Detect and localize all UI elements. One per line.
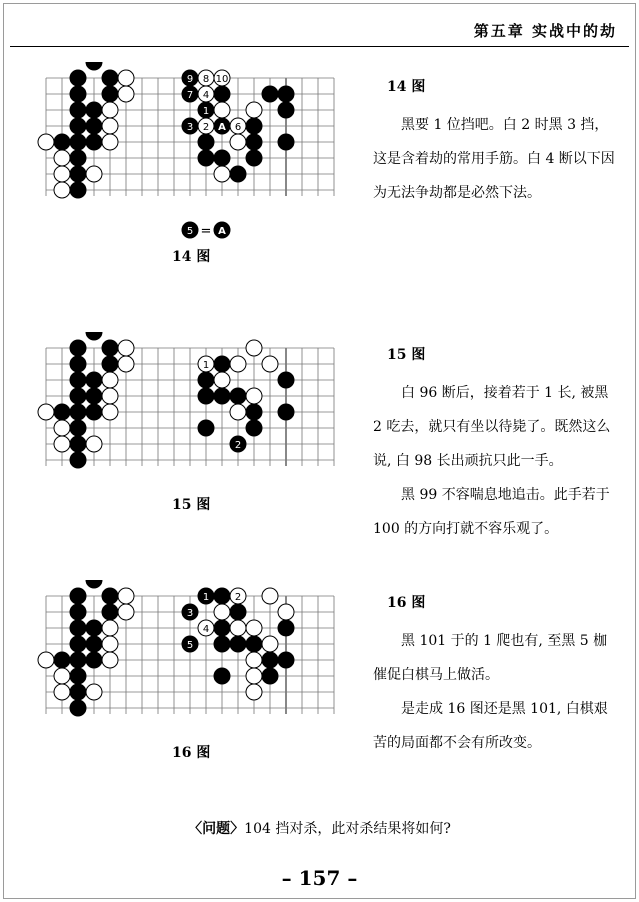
go-stone [214, 636, 230, 652]
svg-text:2: 2 [202, 122, 210, 133]
go-stone [262, 86, 278, 102]
go-stone [182, 118, 198, 134]
go-stone [102, 604, 118, 620]
go-stone [214, 222, 230, 238]
go-stone [86, 436, 102, 452]
go-stone [86, 388, 102, 404]
figure-paragraph: 黑要 1 位挡吧。白 2 时黑 3 挡，这是含着劫的常用手筋。白 4 断以下因为无法争劫都是必然下法。 [373, 117, 615, 201]
go-stone [70, 452, 86, 468]
go-stone [278, 102, 294, 118]
svg-text:1: 1 [202, 106, 210, 117]
go-stone [70, 620, 86, 636]
go-stone [54, 404, 70, 420]
go-stone [70, 636, 86, 652]
go-stone [70, 356, 86, 372]
go-stone [86, 62, 102, 70]
page-number: – 157 – [281, 866, 358, 890]
go-stone [246, 620, 262, 636]
svg-text:A: A [218, 122, 226, 133]
go-stone [102, 404, 118, 420]
go-stone [70, 420, 86, 436]
go-stone [54, 182, 70, 198]
go-stone [102, 620, 118, 636]
svg-text:4: 4 [202, 624, 210, 635]
chapter-header: 第五章 实战中的劫 [473, 22, 617, 40]
go-stone [214, 150, 230, 166]
go-stone [214, 372, 230, 388]
svg-text:1: 1 [202, 360, 210, 371]
go-stone [70, 102, 86, 118]
go-stone [54, 436, 70, 452]
go-stone [86, 332, 102, 340]
go-stone [214, 588, 230, 604]
svg-text:6: 6 [234, 122, 242, 133]
go-stone [70, 652, 86, 668]
go-stone [214, 70, 230, 86]
figure-text-16 [373, 586, 618, 760]
go-stone [54, 684, 70, 700]
go-stone [246, 388, 262, 404]
figure-paragraph: 白 96 断后，接着若于 1 长, 被黑 2 吃去，就只有坐以待毙了。既然这么说, 白 98 长出顽抗只此一手。 [373, 385, 611, 469]
go-stone [70, 388, 86, 404]
go-stone [54, 166, 70, 182]
go-stone [118, 86, 134, 102]
go-diagram-16 [30, 580, 350, 730]
go-stone [246, 150, 262, 166]
figure-caption-14: 14 图 [172, 249, 211, 265]
go-stone [70, 118, 86, 134]
go-stone [102, 372, 118, 388]
go-stone [102, 340, 118, 356]
go-stone [214, 604, 230, 620]
figure-title-15: 15 图 [387, 347, 426, 363]
go-stone [214, 166, 230, 182]
go-stone [214, 668, 230, 684]
go-stone [262, 668, 278, 684]
go-stone [230, 118, 246, 134]
go-stone [278, 652, 294, 668]
go-stone [198, 420, 214, 436]
go-stone [70, 340, 86, 356]
go-stone [246, 652, 262, 668]
go-stone [102, 388, 118, 404]
go-stone [214, 86, 230, 102]
question-text: 104 挡对杀，此对杀结果将如何? [244, 821, 451, 837]
go-stone [198, 70, 214, 86]
go-stone [102, 636, 118, 652]
go-stone [70, 404, 86, 420]
go-stone [262, 636, 278, 652]
go-stone [70, 150, 86, 166]
go-stone [230, 436, 246, 452]
go-stone [54, 150, 70, 166]
figure-text-14 [373, 70, 618, 210]
go-stone [38, 652, 54, 668]
go-stone [278, 604, 294, 620]
svg-text:5: 5 [186, 226, 194, 237]
go-stone [70, 134, 86, 150]
go-stone [214, 388, 230, 404]
go-stone [70, 86, 86, 102]
go-stone [70, 70, 86, 86]
go-stone [230, 388, 246, 404]
go-stone [198, 118, 214, 134]
go-stone [86, 620, 102, 636]
go-stone [86, 636, 102, 652]
go-diagram-15 [30, 332, 350, 482]
go-stone [70, 604, 86, 620]
go-diagram-14 [30, 62, 350, 242]
board-svg [30, 332, 350, 482]
svg-text:2: 2 [234, 440, 242, 451]
svg-text:8: 8 [202, 74, 210, 85]
go-stone [246, 340, 262, 356]
go-stone [102, 118, 118, 134]
go-stone [102, 356, 118, 372]
go-stone [118, 70, 134, 86]
go-stone [86, 134, 102, 150]
go-stone [70, 700, 86, 716]
go-stone [102, 102, 118, 118]
go-stone [246, 668, 262, 684]
go-stone [70, 588, 86, 604]
go-stone [86, 166, 102, 182]
go-stone [182, 222, 198, 238]
go-stone [70, 436, 86, 452]
svg-text:1: 1 [202, 592, 210, 603]
go-stone [198, 588, 214, 604]
go-stone [70, 684, 86, 700]
go-stone [230, 604, 246, 620]
go-stone [214, 118, 230, 134]
go-stone [198, 388, 214, 404]
board-svg [30, 62, 350, 242]
go-stone [102, 86, 118, 102]
go-stone [54, 134, 70, 150]
go-stone [278, 134, 294, 150]
go-stone [118, 588, 134, 604]
figure-paragraph: 黑 101 于的 1 爬也有, 至黑 5 枷催促白棋马上做活。 [373, 633, 608, 683]
go-stone [70, 668, 86, 684]
go-stone [54, 668, 70, 684]
go-stone [230, 636, 246, 652]
go-stone [102, 652, 118, 668]
go-stone [230, 356, 246, 372]
go-stone [86, 652, 102, 668]
svg-text:2: 2 [234, 592, 242, 603]
go-stone [198, 102, 214, 118]
figure-text-15 [373, 338, 618, 546]
go-stone [214, 620, 230, 636]
go-stone [198, 86, 214, 102]
svg-text:9: 9 [186, 74, 194, 85]
figure-title-16: 16 图 [387, 595, 426, 611]
go-stone [118, 356, 134, 372]
go-stone [246, 420, 262, 436]
go-stone [182, 604, 198, 620]
svg-text:3: 3 [186, 122, 194, 133]
go-stone [278, 372, 294, 388]
go-stone [86, 102, 102, 118]
go-stone [86, 118, 102, 134]
go-stone [182, 636, 198, 652]
svg-text:3: 3 [186, 608, 194, 619]
go-stone [70, 182, 86, 198]
figure-caption-15: 15 图 [172, 497, 211, 513]
figure-title-14: 14 图 [387, 79, 426, 95]
equals-sign: = [200, 224, 212, 239]
go-stone [182, 70, 198, 86]
go-stone [262, 588, 278, 604]
go-stone [262, 356, 278, 372]
go-stone [246, 636, 262, 652]
go-stone [246, 134, 262, 150]
go-stone [86, 404, 102, 420]
go-stone [230, 404, 246, 420]
question-line [0, 818, 639, 838]
go-stone [198, 372, 214, 388]
go-stone [214, 356, 230, 372]
svg-text:A: A [218, 226, 226, 237]
go-stone [230, 620, 246, 636]
go-stone [246, 102, 262, 118]
go-stone [246, 118, 262, 134]
go-stone [198, 620, 214, 636]
go-stone [102, 70, 118, 86]
go-stone [230, 166, 246, 182]
go-stone [278, 620, 294, 636]
go-stone [102, 588, 118, 604]
svg-text:5: 5 [186, 640, 194, 651]
go-stone [86, 684, 102, 700]
go-stone [278, 86, 294, 102]
go-stone [70, 372, 86, 388]
svg-text:4: 4 [202, 90, 210, 101]
go-stone [54, 652, 70, 668]
go-stone [54, 420, 70, 436]
go-stone [230, 588, 246, 604]
go-stone [70, 166, 86, 182]
figure-caption-16: 16 图 [172, 745, 211, 761]
go-stone [182, 86, 198, 102]
go-stone [118, 340, 134, 356]
go-stone [86, 372, 102, 388]
go-stone [230, 134, 246, 150]
go-stone [118, 604, 134, 620]
go-stone [86, 580, 102, 588]
svg-text:7: 7 [186, 90, 194, 101]
go-stone [214, 102, 230, 118]
go-stone [38, 134, 54, 150]
header-rule [10, 46, 629, 47]
go-stone [246, 684, 262, 700]
go-stone [102, 134, 118, 150]
figure-paragraph: 黑 99 不容喘息地追击。此手若于 100 的方向打就不容乐观了。 [373, 487, 610, 537]
svg-text:10: 10 [215, 74, 229, 85]
figure-paragraph: 是走成 16 图还是黑 101, 白棋艰苦的局面都不会有所改变。 [373, 701, 608, 751]
go-stone [262, 652, 278, 668]
go-stone [198, 356, 214, 372]
go-stone [38, 404, 54, 420]
go-stone [278, 404, 294, 420]
question-label: 〈问题〉 [188, 821, 245, 837]
go-stone [198, 150, 214, 166]
board-svg [30, 580, 350, 730]
go-stone [198, 134, 214, 150]
go-stone [246, 404, 262, 420]
